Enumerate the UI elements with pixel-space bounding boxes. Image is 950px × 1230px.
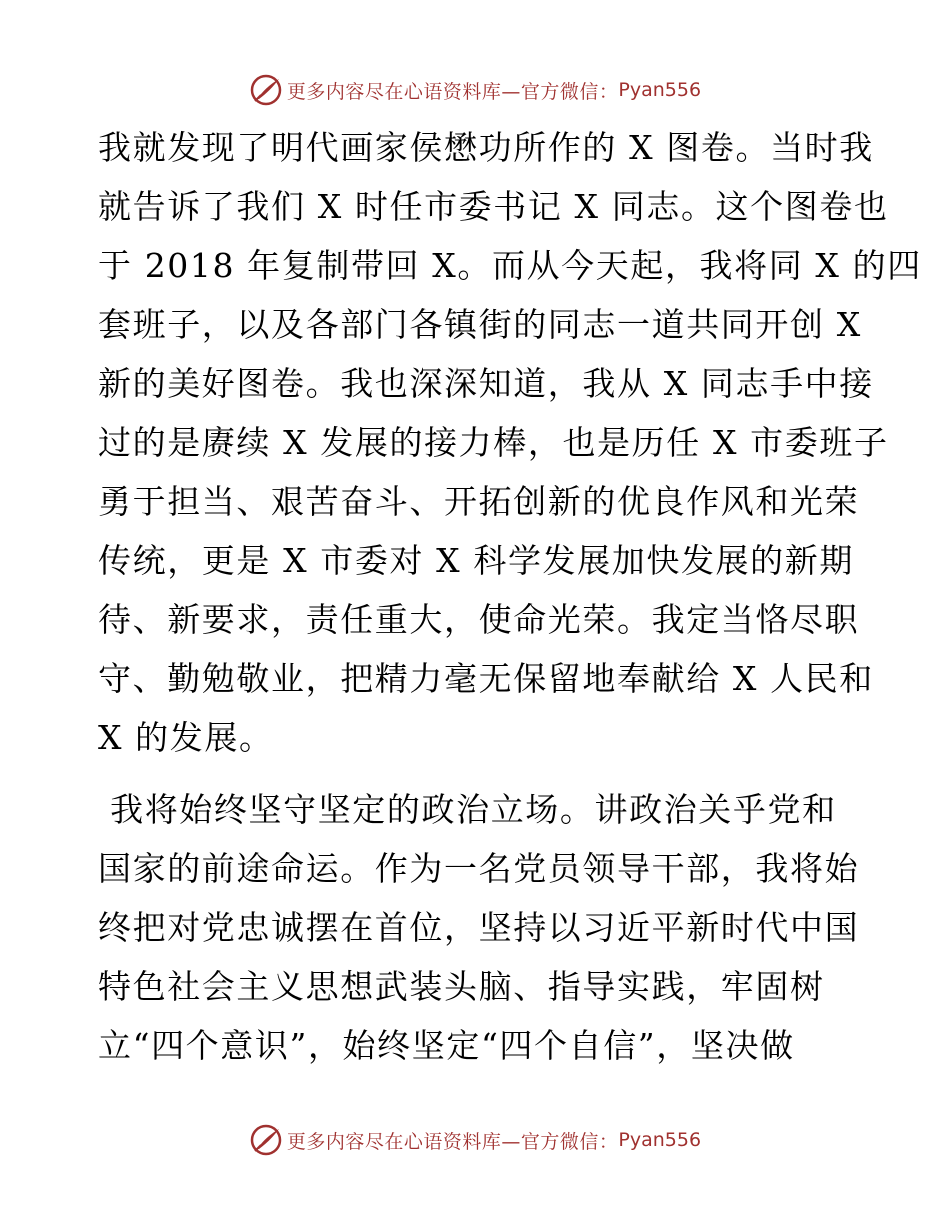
text-line: 我就发现了明代画家侯懋功所作的 X 图卷。当时我 bbox=[98, 128, 874, 167]
feather-pen-logo-icon bbox=[249, 73, 283, 107]
footer-banner-account: Pyan556 bbox=[618, 1129, 702, 1151]
text-line: 新的美好图卷。我也深深知道，我从 X 同志手中接 bbox=[98, 364, 874, 403]
footer-banner-text: 更多内容尽在心语资料库—官方微信： bbox=[286, 1130, 619, 1153]
text-line: 传统，更是 X 市委对 X 科学发展加快发展的新期 bbox=[98, 541, 854, 580]
text-line: 套班子，以及各部门各镇街的同志一道共同开创 X bbox=[98, 305, 862, 344]
document-body bbox=[98, 118, 922, 1075]
footer-banner bbox=[0, 1120, 950, 1160]
text-line: 特色社会主义思想武装头脑、指导实践，牢固树 bbox=[98, 967, 825, 1006]
paragraph-2 bbox=[98, 780, 858, 1075]
text-line: 待、新要求，责任重大，使命光荣。我定当恪尽职 bbox=[98, 600, 860, 639]
text-line: 国家的前途命运。作为一名党员领导干部，我将始 bbox=[98, 849, 860, 888]
text-line: X 的发展。 bbox=[98, 718, 274, 757]
feather-pen-logo-icon bbox=[249, 1123, 283, 1157]
text-line: 终把对党忠诚摆在首位，坚持以习近平新时代中国 bbox=[98, 908, 860, 947]
text-line: 于 2018 年复制带回 X。而从今天起，我将同 X 的四 bbox=[98, 246, 922, 285]
text-line: 就告诉了我们 X 时任市委书记 X 同志。这个图卷也 bbox=[98, 187, 889, 226]
header-banner bbox=[0, 70, 950, 110]
header-banner-text: 更多内容尽在心语资料库—官方微信： bbox=[286, 80, 619, 103]
header-banner-account: Pyan556 bbox=[618, 79, 702, 101]
text-line: 立“四个意识”，始终坚定“四个自信”，坚决做 bbox=[98, 1026, 795, 1065]
text-line: 过的是赓续 X 发展的接力棒，也是历任 X 市委班子 bbox=[98, 423, 889, 462]
text-line: 勇于担当、艰苦奋斗、开拓创新的优良作风和光荣 bbox=[98, 482, 860, 521]
text-line: 我将始终坚守坚定的政治立场。讲政治关乎党和 bbox=[98, 790, 837, 829]
paragraph-1 bbox=[98, 118, 922, 767]
text-line: 守、勤勉敬业，把精力毫无保留地奉献给 X 人民和 bbox=[98, 659, 874, 698]
